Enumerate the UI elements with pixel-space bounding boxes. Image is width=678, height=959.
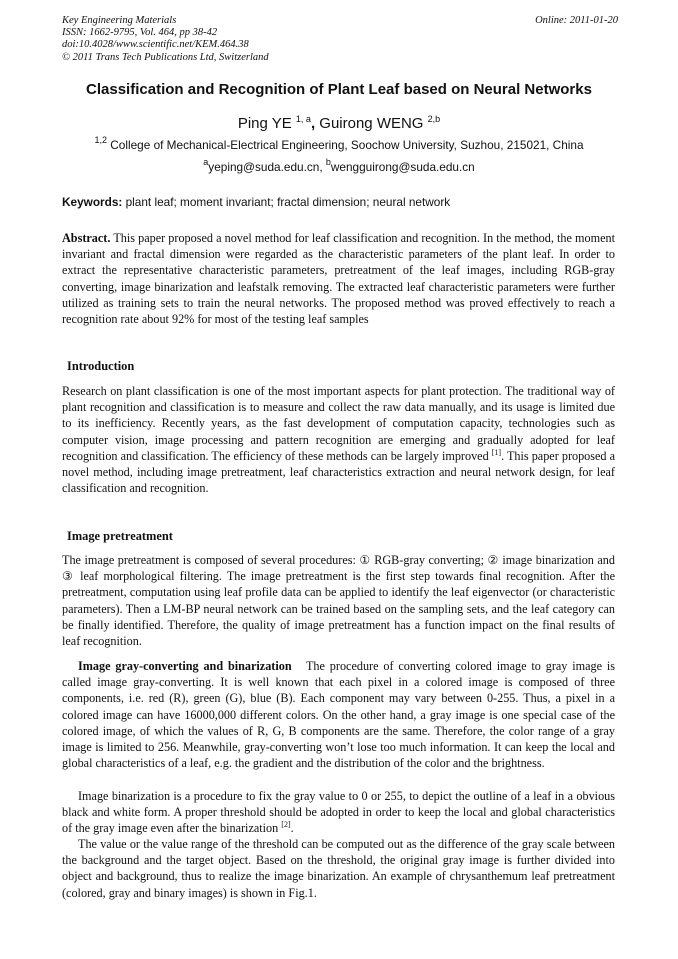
author-separator: , — [310, 115, 320, 132]
author-1-affil: 1, a — [295, 114, 311, 124]
affiliation — [30, 135, 648, 152]
citation-2: [2] — [281, 820, 291, 830]
email-2: wengguirong@suda.edu.cn — [330, 160, 475, 174]
pretreatment-paragraph-3 — [62, 788, 615, 837]
keywords-label: Keywords: — [62, 195, 123, 209]
journal-name: Key Engineering Materials — [62, 15, 177, 26]
pretreatment-paragraph-1: The image pretreatment is composed of several procedures: ① RGB-gray converting; ② image binarization and ③ leaf morphological filtering. The image pretreatment is the first step towards final recognition. After the pretreatment, computation using leaf profile data can be applied to identify the leaf eigenvector (or characteristic parameters). Then a LM-BP neural network can be trained based on the sampling sets, and the leaf category can be finally identified. Therefore, the quality of image pretreatment has a function impact on the final results of leaf recognition. — [62, 553, 615, 649]
author-1: Ping YE — [237, 115, 292, 132]
binarization-text-end: . — [290, 821, 294, 836]
journal-header — [62, 15, 618, 64]
email-1: yeping@suda.edu.cn, — [208, 160, 326, 174]
pretreatment-paragraph-4: The value or the value range of the threshold can be computed out as the difference of the gray scale between the background and the target object. Based on the threshold, the original gray image is further divided into object and background, thus to realize the image binarization. An example of chrysanthemum leaf pretreatment (colored, gray and binary images) is shown in Fig.1. — [62, 837, 615, 900]
email-1-marker: a — [203, 157, 209, 167]
section-heading-pretreatment: Image pretreatment — [67, 529, 173, 543]
keywords — [62, 195, 618, 209]
gray-converting-text: The procedure of converting colored image to gray image is called image gray-converting. It is well known that each pixel in a colored image is composed of three components, i.e. red (R), green (G), blue (B). Each component may vary between 0-255. Thus, a pixel in a colored image can have 16000,000 different colors. On the other hand, a gray image is one special case of the colored image, of which the values of R, G, B components are the same. Therefore, the color range of a gray image is limited to 256. Meanwhile, gray-converting won’t lose too much information. It can keep the local and global characteristics of a leaf, e.g. the gradient and the distribution of the color and the brightness. — [62, 659, 615, 771]
keywords-text: plant leaf; moment invariant; fractal dimension; neural network — [125, 195, 451, 209]
online-date: Online: 2011-01-20 — [535, 15, 618, 26]
affiliation-marker: 1,2 — [94, 135, 107, 145]
subsection-heading-gray-converting: Image gray-converting and binarization — [78, 659, 292, 673]
author-line — [40, 115, 638, 132]
pretreatment-paragraph-2 — [62, 658, 615, 771]
abstract-label: Abstract. — [62, 231, 111, 245]
email-2-marker: b — [325, 157, 331, 167]
paper-title: Classification and Recognition of Plant Leaf based on Neural Networks — [86, 81, 592, 98]
section-heading-introduction: Introduction — [67, 359, 135, 373]
abstract — [62, 230, 615, 327]
introduction-text-b: . This paper proposed a novel method, including image pretreatment, leaf characteristics extraction and neural network design, for leaf classification and recognition. — [62, 448, 616, 496]
author-2: Guirong WENG — [319, 115, 424, 132]
introduction-text-a: Research on plant classification is one of the most important aspects for plant protection. The traditional way of plant recognition and classification is to measure and collect the raw data manually, and its usage is limited due to its inefficiency. Recently years, as the fast development of computation capacity, technologies such as computer vision, image processing and pattern recognition are emerging and gradually adopted for leaf recognition and classification. The efficiency of these methods can be largely improved — [62, 384, 615, 463]
introduction-paragraph — [62, 383, 615, 496]
author-2-affil: 2,b — [427, 114, 441, 124]
issn-line: ISSN: 1662-9795, Vol. 464, pp 38-42 — [62, 27, 218, 39]
email-line — [40, 157, 638, 174]
abstract-text: This paper proposed a novel method for leaf classification and recognition. In the method, the moment invariant and fractal dimension were regarded as the characteristic parameters of the plant leaf. In order to extract the representative characteristic parameters, pretreatment of the leaf images, including RGB-gray converting, image binarization and leafstalk removing. The extracted leaf characteristic parameters were further utilized as training sets to train the neural networks. The proposed method was proved effectively to reach a recognition rate about 92% for most of the testing leaf samples — [62, 231, 615, 327]
copyright-line: © 2011 Trans Tech Publications Ltd, Switzerland — [62, 51, 269, 63]
binarization-text: Image binarization is a procedure to fix the gray value to 0 or 255, to depict the outline of a leaf in a obvious black and white form. A proper threshold should be adopted in order to keep the local and global characteristics of the gray image even after the binarization — [62, 789, 615, 836]
affiliation-text: College of Mechanical-Electrical Engineering, Soochow University, Suzhou, 215021, China — [110, 138, 584, 152]
doi-line: doi:10.4028/www.scientific.net/KEM.464.38 — [62, 39, 249, 51]
citation-1: [1] — [491, 447, 502, 457]
